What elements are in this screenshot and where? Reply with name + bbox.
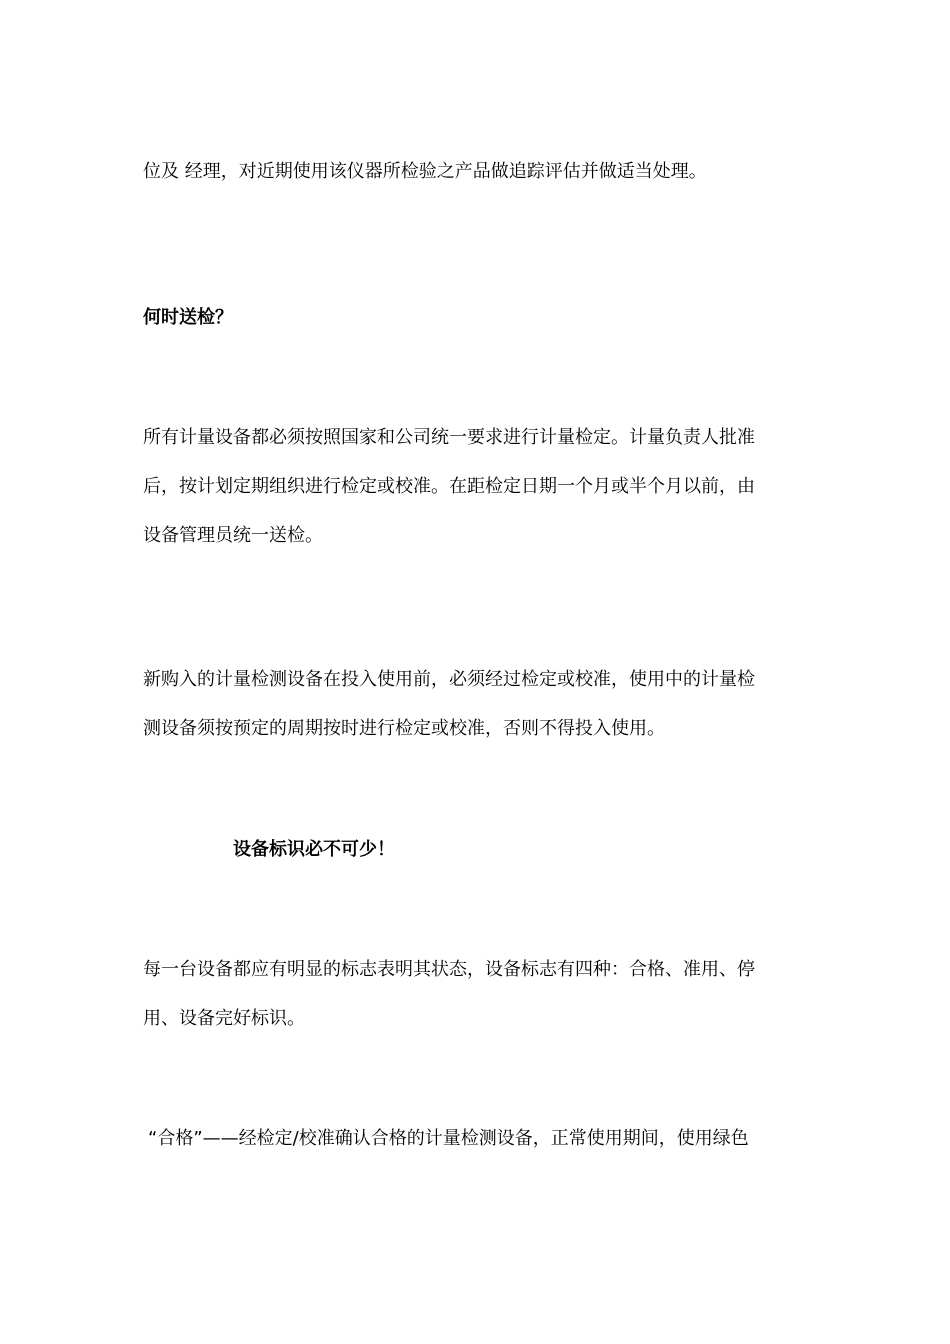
section-heading-equipment-labels: 设备标识必不可少！ [233, 839, 395, 860]
paragraph-line: 位及 经理，对近期使用该仪器所检验之产品做追踪评估并做适当处理。 [143, 161, 707, 182]
paragraph-line: 设备管理员统一送检。 [143, 525, 323, 546]
paragraph-line: 后，按计划定期组织进行检定或校准。在距检定日期一个月或半个月以前，由 [143, 476, 755, 497]
paragraph-line: “合格”——经检定/校准确认合格的计量检测设备，正常使用期间，使用绿色 [148, 1128, 749, 1149]
paragraph-line: 测设备须按预定的周期按时进行检定或校准，否则不得投入使用。 [143, 718, 665, 739]
paragraph-line: 新购入的计量检测设备在投入使用前，必须经过检定或校准，使用中的计量检 [143, 669, 755, 690]
paragraph-line: 每一台设备都应有明显的标志表明其状态，设备标志有四种：合格、准用、停 [143, 959, 755, 980]
paragraph-line: 用、设备完好标识。 [143, 1008, 305, 1029]
section-heading-when-to-inspect: 何时送检？ [143, 307, 233, 328]
paragraph-line: 所有计量设备都必须按照国家和公司统一要求进行计量检定。计量负责人批准 [143, 427, 755, 448]
